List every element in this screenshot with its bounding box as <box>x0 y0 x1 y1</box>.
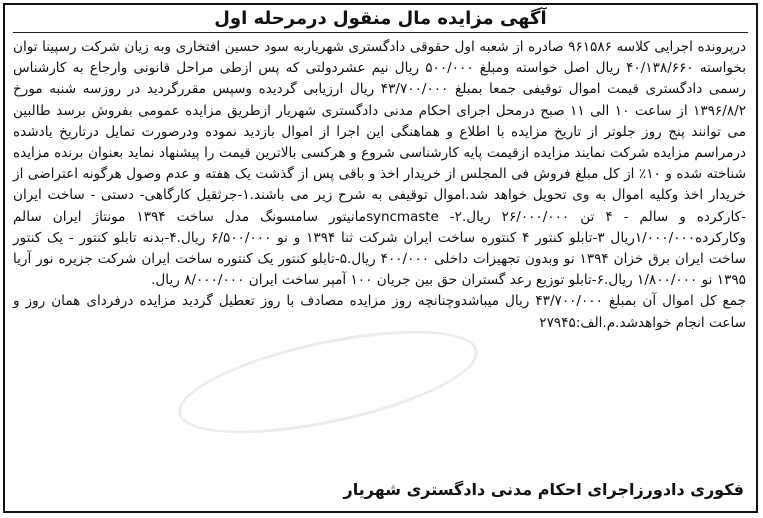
auction-notice <box>3 3 758 513</box>
notice-signature: فکوری دادورزاجرای احکام مدنی دادگستری شهریار <box>343 480 744 499</box>
notice-title: آگهی مزایده مال منقول درمرحله اول <box>214 8 547 29</box>
notice-closing-text: جمع کل اموال آن بمبلغ ۴۳/۷۰۰/۰۰۰ ریال میباشدوچنانچه روز مزایده مصادف با روز تعطیل گردید مزایده درفردای همان روز و ساعت انجام خواهدشد.م.الف:۲۷۹۴۵ <box>13 293 747 331</box>
notice-body-text: درپرونده اجرایی کلاسه ۹۶۱۵۸۶ صادره از شعبه اول حقوقی دادگستری شهریاربه سود حسین افتخاری وبه زیان شرکت رسپینا توان بخواسته ۴۰/۱۳۸/۶۶۰ ریال اصل خواسته ومبلغ ۵۰۰/۰۰۰ ریال نیم عشردولتی که پس ازطی مراحل قانونی وارجاع به کارشناس رسمی دادگستری قیمت اموال توقیفی جمعا بمبلغ ۴۳/۷۰۰/۰۰۰ ریال ارزیابی گردیده وسپس مقررگردید در روزسه شنبه مورخ ۱۳۹۶/۸/۲ از ساعت ۱۰ الی ۱۱ صبح درمحل اجرای احکام مدنی دادگستری شهریار ازطریق مزایده عمومی بفروش برسد طالبین می توانند پنج روز جلوتر از تاریخ مزایده با اطلاع و هماهنگی این اجرا از اموال بازدید نموده ودرصورت تمایل درتاریخ یادشده درمراسم مزایده شرکت نمایند مزایده ازقیمت پایه کارشناسی شروع و هرکسی بالاترین قیمت را پیشنهاد نماید بعنوان برنده مزایده شناخته شده و ۱۰٪ از کل مبلغ فروش فی المجلس از خریدار اخذ و باقی پس از گذشت یک هفته و عدم وصول هرگونه اعتراضی از خریدار اخذ وکلیه اموال به وی تحویل خواهد شد.اموال توقیفی به شرح زیر می باشند.۱-جرثقیل کارگاهی- دستی - ساخت ایران -کارکرده و سالم - ۴ تن ۲۶/۰۰۰/۰۰۰ ریال.۲- syncmasteمانیتور سامسونگ مدل ساخت ۱۳۹۴ مونتاژ ایران سالم وکارکرده۱/۰۰۰/۰۰۰ریال ۳-تابلو کنتور ۴ کنتوره ساخت ایران شرکت ثنا ۱۳۹۴ و نو ۶/۵۰۰/۰۰۰ ریال.۴-بدنه تابلو کنتور - یک کنتور ساخت ایران برق خزان ۱۳۹۴ نو وبدون تجهیزات داخلی ۴۰۰/۰۰۰ ریال.۵-تابلو کنتور یک کنتوره ساخت ایران شرکت جزیره نور آریا ۱۳۹۵ نو ۱/۸۰۰/۰۰۰ ریال.۶-تابلو توزیع رعد گستران حق بین جریان ۱۰۰ آمپر ساخت ایران ۸/۰۰۰/۰۰۰ ریال. <box>13 39 747 289</box>
title-divider <box>13 32 748 33</box>
notice-body <box>13 37 746 334</box>
